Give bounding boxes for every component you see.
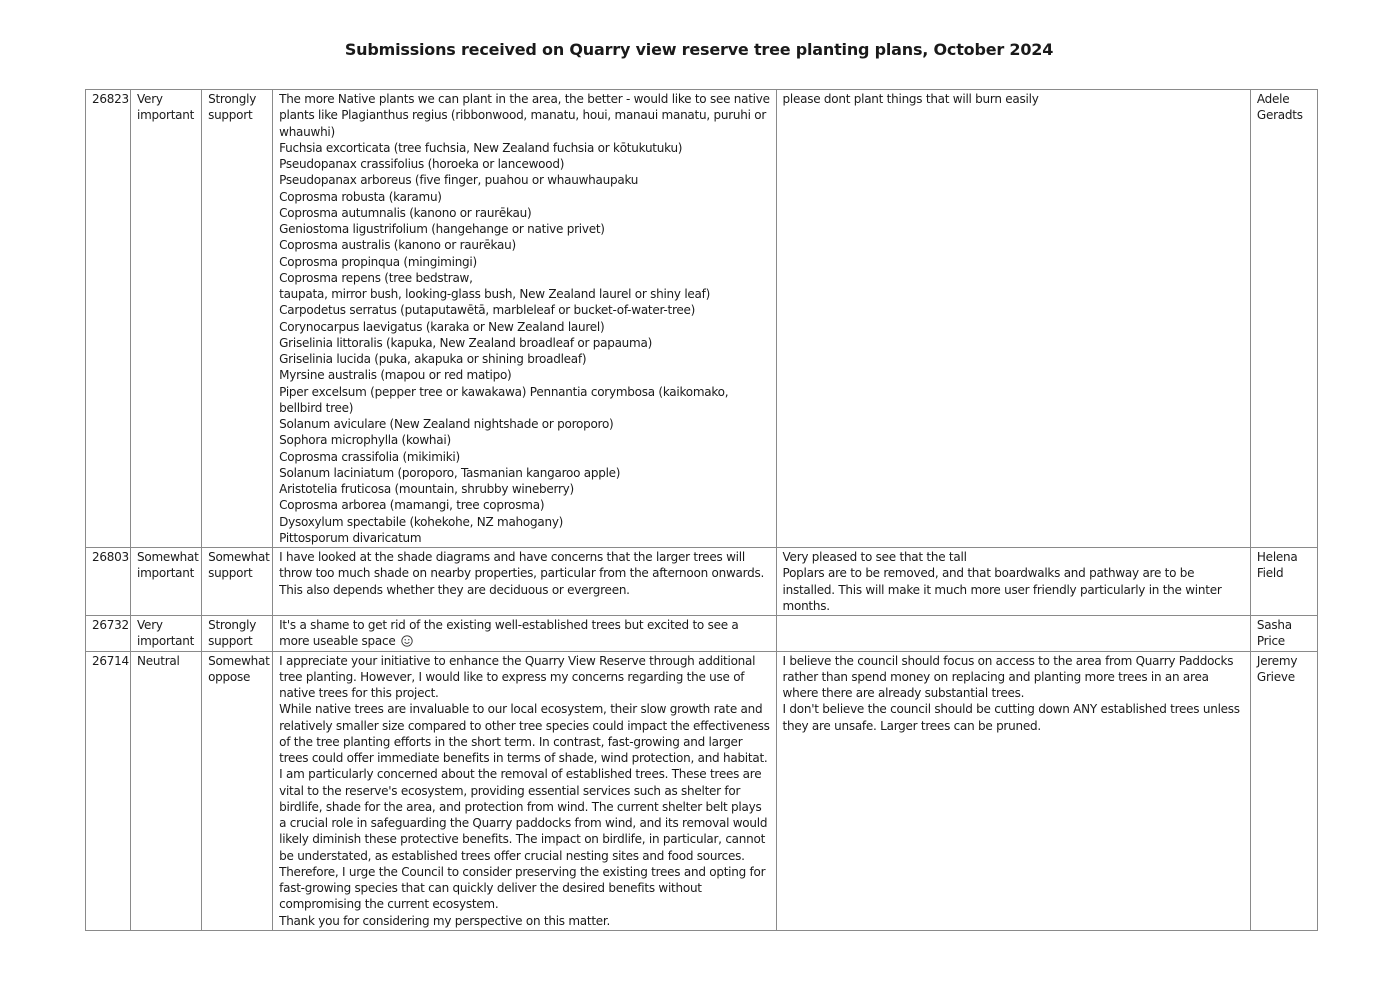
comment-line: Pseudopanax arboreus (five finger, puahou or whauwhaupaku xyxy=(279,173,639,188)
importance-cell: Very important xyxy=(131,90,202,548)
comment-line: Coprosma crassifolia (mikimiki) xyxy=(279,449,460,464)
submission-id-cell: 26714 xyxy=(86,651,131,930)
page-title: Submissions received on Quarry view reserve tree planting plans, October 2024 xyxy=(344,40,1054,59)
table-row xyxy=(86,651,1318,930)
support-cell: Strongly support xyxy=(202,616,273,652)
further-comment-line: please dont plant things that will burn easily xyxy=(782,92,1039,106)
comment-line: Sophora microphylla (kowhai) xyxy=(279,433,451,448)
comment-line: Coprosma repens (tree bedstraw, xyxy=(279,270,473,285)
comment-line: Myrsine australis (mapou or red matipo) xyxy=(279,368,512,383)
comment-line: Solanum laciniatum (poroporo, Tasmanian kangaroo apple) xyxy=(279,465,621,480)
importance-cell: Neutral xyxy=(131,651,202,930)
comment-line: Coprosma autumnalis (kanono or raurēkau) xyxy=(279,205,532,220)
comment-line: Pittosporum divaricatum xyxy=(279,530,422,545)
table-row xyxy=(86,548,1318,616)
further-comment-cell xyxy=(776,548,1250,616)
comment-line: Piper excelsum (pepper tree or kawakawa) Pennantia corymbosa (kaikomako, bellbird tree) xyxy=(279,384,729,415)
further-comment-cell xyxy=(776,651,1250,930)
comment-line: Coprosma propinqua (mingimingi) xyxy=(279,254,477,269)
submission-id-cell: 26732 xyxy=(86,616,131,652)
importance-cell: Very important xyxy=(131,616,202,652)
support-cell: Somewhat support xyxy=(202,548,273,616)
comment-line: Geniostoma ligustrifolium (hangehange or native privet) xyxy=(279,222,605,236)
support-cell: Somewhat oppose xyxy=(202,651,273,930)
comment-cell xyxy=(273,548,776,616)
comment-line: Coprosma arborea (mamangi, tree coprosma) xyxy=(279,498,545,513)
further-comment-cell xyxy=(776,90,1250,548)
comment-line: Solanum aviculare (New Zealand nightshade or poroporo) xyxy=(279,417,614,431)
comment-line: While native trees are invaluable to our local ecosystem, their slow growth rate and relatively smaller size compared to other tree species could impact the effectiveness of the tree planting efforts in the short term. In contrast, fast-growing and larger trees could offer immediate benefits in terms of shade, wind protection, and habitat. xyxy=(279,702,770,765)
comment-line: Fuchsia excorticata (tree fuchsia, New Zealand fuchsia or kōtukutuku) xyxy=(279,140,683,155)
comment-line: Aristotelia fruticosa (mountain, shrubby wineberry) xyxy=(279,482,574,496)
comment-line: The more Native plants we can plant in the area, the better - would like to see native plants like Plagianthus regius (ribbonwood, manatu, houi, manaui manatu, puruhi or whauwhi) xyxy=(279,92,770,139)
submissions-table-body xyxy=(86,90,1318,931)
comment-cell xyxy=(273,90,776,548)
comment-line: Griselinia lucida (puka, akapuka or shining broadleaf) xyxy=(279,352,587,366)
comment-line: Thank you for considering my perspective on this matter. xyxy=(279,913,611,928)
comment-cell xyxy=(273,616,776,652)
comment-line: Pseudopanax crassifolius (horoeka or lancewood) xyxy=(279,157,565,171)
comment-line: Dysoxylum spectabile (kohekohe, NZ mahogany) xyxy=(279,514,564,529)
comment-line: Griselinia littoralis (kapuka, New Zealand broadleaf or papauma) xyxy=(279,335,652,350)
smiley-face-icon xyxy=(401,635,413,647)
submission-id-cell: 26823 xyxy=(86,90,131,548)
table-row xyxy=(86,90,1318,548)
comment-line: Coprosma robusta (karamu) xyxy=(279,189,442,204)
further-comment-line: I don't believe the council should be cutting down ANY established trees unless they are unsafe. Larger trees can be pruned. xyxy=(782,702,1240,733)
comment-line: Therefore, I urge the Council to consider preserving the existing trees and opting for fast-growing species that can quickly deliver the desired benefits without compromising the current ecosystem. xyxy=(279,864,766,912)
further-comment-line: Poplars are to be removed, and that boardwalks and pathway are to be installed. This will make it much more user friendly particularly in the winter months. xyxy=(782,566,1222,613)
further-comment-cell xyxy=(776,616,1250,652)
comment-line: It's a shame to get rid of the existing well-established trees but excited to see a more useable space xyxy=(279,618,739,649)
comment-line: Carpodetus serratus (putaputawētā, marbleleaf or bucket-of-water-tree) xyxy=(279,303,696,318)
comment-line: Coprosma australis (kanono or raurēkau) xyxy=(279,238,516,253)
submitter-name-cell: Jeremy Grieve xyxy=(1250,651,1317,930)
support-cell: Strongly support xyxy=(202,90,273,548)
submitter-name-cell: Sasha Price xyxy=(1250,616,1317,652)
comment-cell xyxy=(273,651,776,930)
table-row xyxy=(86,616,1318,652)
submission-id-cell: 26803 xyxy=(86,548,131,616)
comment-line: taupata, mirror bush, looking-glass bush, New Zealand laurel or shiny leaf) xyxy=(279,287,711,301)
comment-line: I have looked at the shade diagrams and have concerns that the larger trees will throw too much shade on nearby properties, particular from the afternoon onwards. This also depends whether they are deciduous or evergreen. xyxy=(279,550,765,597)
importance-cell: Somewhat important xyxy=(131,548,202,616)
submitter-name-cell: Adele Geradts xyxy=(1250,90,1317,548)
submissions-table xyxy=(85,89,1318,931)
comment-line: Corynocarpus laevigatus (karaka or New Zealand laurel) xyxy=(279,319,605,334)
further-comment-line: I believe the council should focus on access to the area from Quarry Paddocks rather than spend money on replacing and planting more trees in an area where there are already substantial trees. xyxy=(782,653,1234,700)
further-comment-line: Very pleased to see that the tall xyxy=(782,550,967,564)
comment-line: I appreciate your initiative to enhance the Quarry View Reserve through additional tree planting. However, I would like to express my concerns regarding the use of native trees for this project. xyxy=(279,653,756,700)
submitter-name-cell: Helena Field xyxy=(1250,548,1317,616)
comment-line: I am particularly concerned about the removal of established trees. These trees are vital to the reserve's ecosystem, providing essential services such as shelter for birdlife, shade for the area, and protection from wind. The current shelter belt plays a crucial role in safeguarding the Quarry paddocks from wind, and its removal would likely diminish these protective benefits. The impact on birdlife, in particular, cannot be understated, as established trees offer crucial nesting sites and food sources. xyxy=(279,767,768,863)
